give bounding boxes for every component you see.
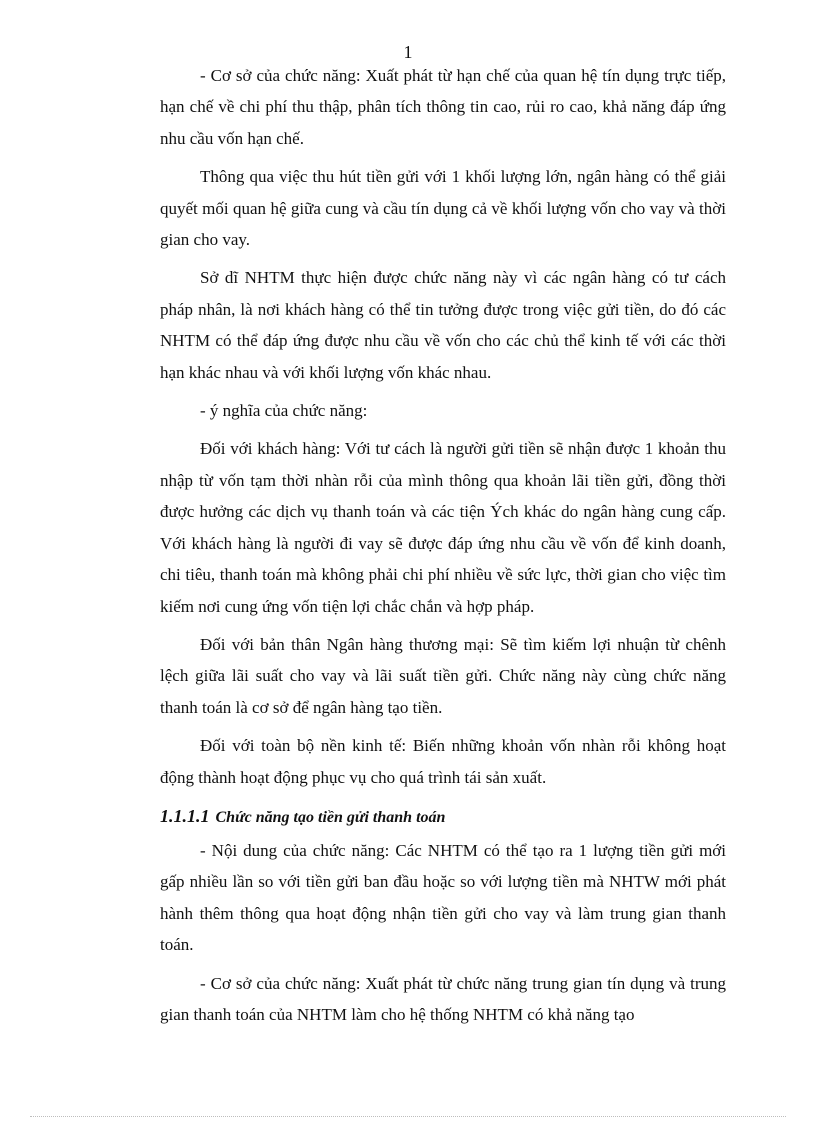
section-heading [160,799,726,835]
section-number: 1.1.1.1 [160,805,210,826]
paragraph-for-customers: Đối với khách hàng: Với tư cách là người gửi tiền sẽ nhận được 1 khoản thu nhập từ vốn tạm thời nhàn rỗi của mình thông qua khoản lãi tiền gửi, đồng thời được hưởng các dịch vụ thanh toán và các tiện Ých khác do ngân hàng cung cấp. Với khách hàng là người đi vay sẽ được đáp ứng nhu cầu về vốn để kinh doanh, chi tiêu, thanh toán mà không phải chi phí nhiều về sức lực, thời gian cho việc tìm kiếm nơi cung ứng vốn tiện lợi chắc chắn và hợp pháp. [160,439,726,616]
paragraph-for-bank: Đối với bản thân Ngân hàng thương mại: Sẽ tìm kiếm lợi nhuận từ chênh lệch giữa lãi suất cho vay và lãi suất tiền gửi. Chức năng này cùng chức năng thanh toán là cơ sở để ngân hàng tạo tiền. [160,634,726,717]
paragraph-reason-nhtm: Sở dĩ NHTM thực hiện được chức năng này vì các ngân hàng có tư cách pháp nhân, là nơi khách hàng có thể tin tưởng được trong việc gửi tiền, do đó các NHTM có thể đáp ứng được nhu cầu về vốn cho các chủ thể kinh tế với các thời hạn khác nhau và với khối lượng vốn khác nhau. [160,268,726,382]
paragraph-meaning-label: - ý nghĩa của chức năng: [200,401,368,421]
section-title: Chức năng tạo tiền gửi thanh toán [215,808,446,826]
paragraph-basis-of-money-creation: - Cơ sở của chức năng: Xuất phát từ chức năng trung gian tín dụng và trung gian thanh toán của NHTM làm cho hệ thống NHTM có khả năng tạo [160,973,726,1024]
paragraph-content-of-function: - Nội dung của chức năng: Các NHTM có thể tạo ra 1 lượng tiền gửi mới gấp nhiều lần so với tiền gửi ban đầu hoặc so với lượng tiền mà NHTW mới phát hành thêm thông qua hoạt động nhận tiền gửi cho vay và làm trung gian thanh toán. [160,840,726,955]
document-body [160,60,726,1030]
page-number: 1 [403,42,413,62]
paragraph-attracting-deposits: Thông qua việc thu hút tiền gửi với 1 khối lượng lớn, ngân hàng có thể giải quyết mối quan hệ giữa cung và cầu tín dụng cả về khối lượng vốn cho vay và thời gian cho vay. [160,167,726,250]
page-bottom-divider [30,1116,786,1117]
paragraph-basis-of-function: - Cơ sở của chức năng: Xuất phát từ hạn chế của quan hệ tín dụng trực tiếp, hạn chế về chi phí thu thập, phân tích thông tin cao, rủi ro cao, khả năng đáp ứng nhu cầu vốn hạn chế. [160,66,726,148]
paragraph-for-economy: Đối với toàn bộ nền kinh tế: Biến những khoản vốn nhàn rỗi không hoạt động thành hoạt động phục vụ cho quá trình tái sản xuất. [160,736,726,787]
